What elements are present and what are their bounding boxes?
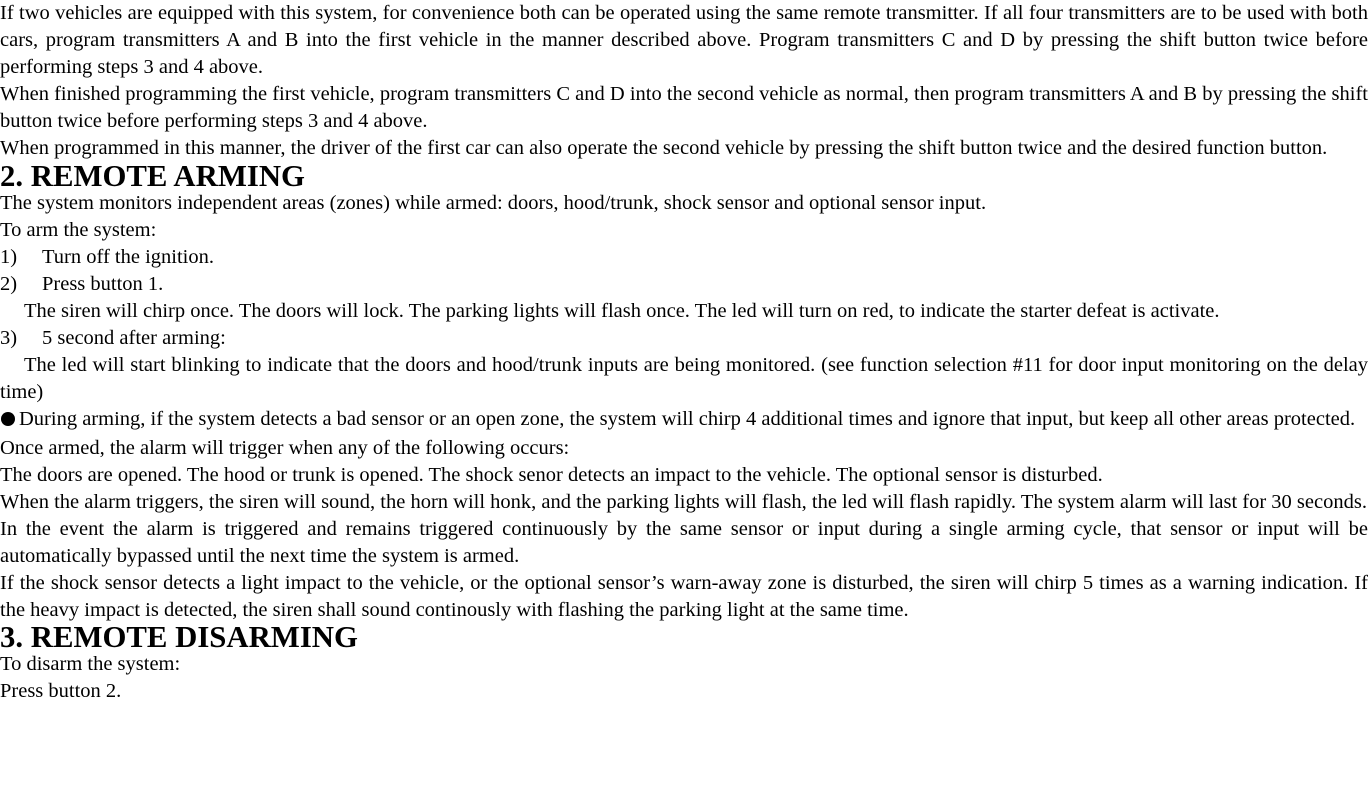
- paragraph-programmed-manner: When programmed in this manner, the driver of the first car can also operate the second vehicle by pressing the shift button twice and the desired function button.: [0, 137, 1328, 160]
- paragraph-bypass: In the event the alarm is triggered and remains triggered continuously by the same sensor or input during a single arming cycle, that sensor or input will be automatically bypassed until the next time the system is armed.: [0, 517, 1368, 567]
- heading-remote-disarming: 3. REMOTE DISARMING: [0, 620, 358, 655]
- step-2-detail: The siren will chirp once. The doors will lock. The parking lights will flash once. The led will turn on red, to indicate the starter defeat is activate.: [24, 300, 1220, 323]
- paragraph-second-vehicle: When finished programming the first vehicle, program transmitters C and D into the second vehicle as normal, then program transmitters A and B by pressing the shift button twice before performing steps 3 and 4 above.: [0, 83, 1368, 133]
- paragraph-press-button-2: Press button 2.: [0, 680, 122, 703]
- step-1: [0, 244, 1368, 271]
- paragraph-once-armed: Once armed, the alarm will trigger when any of the following occurs:: [0, 436, 570, 459]
- step-text: Press button 1.: [42, 272, 164, 295]
- paragraph-shock-sensor: If the shock sensor detects a light impact to the vehicle, or the optional sensor’s warn-away zone is disturbed, the siren will chirp 5 times as a warning indication. If the heavy impact is detected, the siren shall sound continously with flashing the parking light at the same time.: [0, 571, 1368, 622]
- step-number: 3): [0, 327, 18, 350]
- paragraph-two-vehicles: If two vehicles are equipped with this system, for convenience both can be operated using the same remote transmitter. If all four transmitters are to be used with both cars, program transmitters A and B into the first vehicle in the manner described above. Program transmitters C and D by pressing the shift button twice before performing steps 3 and 4 above.: [0, 2, 1368, 79]
- step-2: [0, 271, 1368, 298]
- heading-remote-arming: 2. REMOTE ARMING: [0, 158, 305, 193]
- paragraph-triggers: The doors are opened. The hood or trunk is opened. The shock senor detects an impact to the vehicle. The optional sensor is disturbed.: [0, 463, 1103, 486]
- bullet-text: During arming, if the system detects a bad sensor or an open zone, the system will chirp 4 additional times and ignore that input, but keep all other areas protected.: [19, 408, 1356, 431]
- paragraph-zones: The system monitors independent areas (zones) while armed: doors, hood/trunk, shock sensor and optional sensor input.: [0, 191, 987, 214]
- step-number: 2): [0, 272, 18, 295]
- paragraph-to-arm: To arm the system:: [0, 218, 157, 241]
- step-3-detail: The led will start blinking to indicate that the doors and hood/trunk inputs are being monitored. (see function selection #11 for door input monitoring on the delay time): [0, 354, 1368, 404]
- paragraph-to-disarm: To disarm the system:: [0, 653, 181, 676]
- bullet-bad-sensor: [0, 406, 1368, 434]
- step-text: 5 second after arming:: [42, 327, 226, 350]
- paragraph-when-triggers: When the alarm triggers, the siren will sound, the horn will honk, and the parking lights will flash, the led will flash rapidly. The system alarm will last for 30 seconds.: [0, 490, 1367, 513]
- step-text: Turn off the ignition.: [42, 245, 214, 268]
- step-3: [0, 325, 1368, 352]
- bullet-dot-icon: [0, 406, 19, 434]
- step-number: 1): [0, 245, 18, 268]
